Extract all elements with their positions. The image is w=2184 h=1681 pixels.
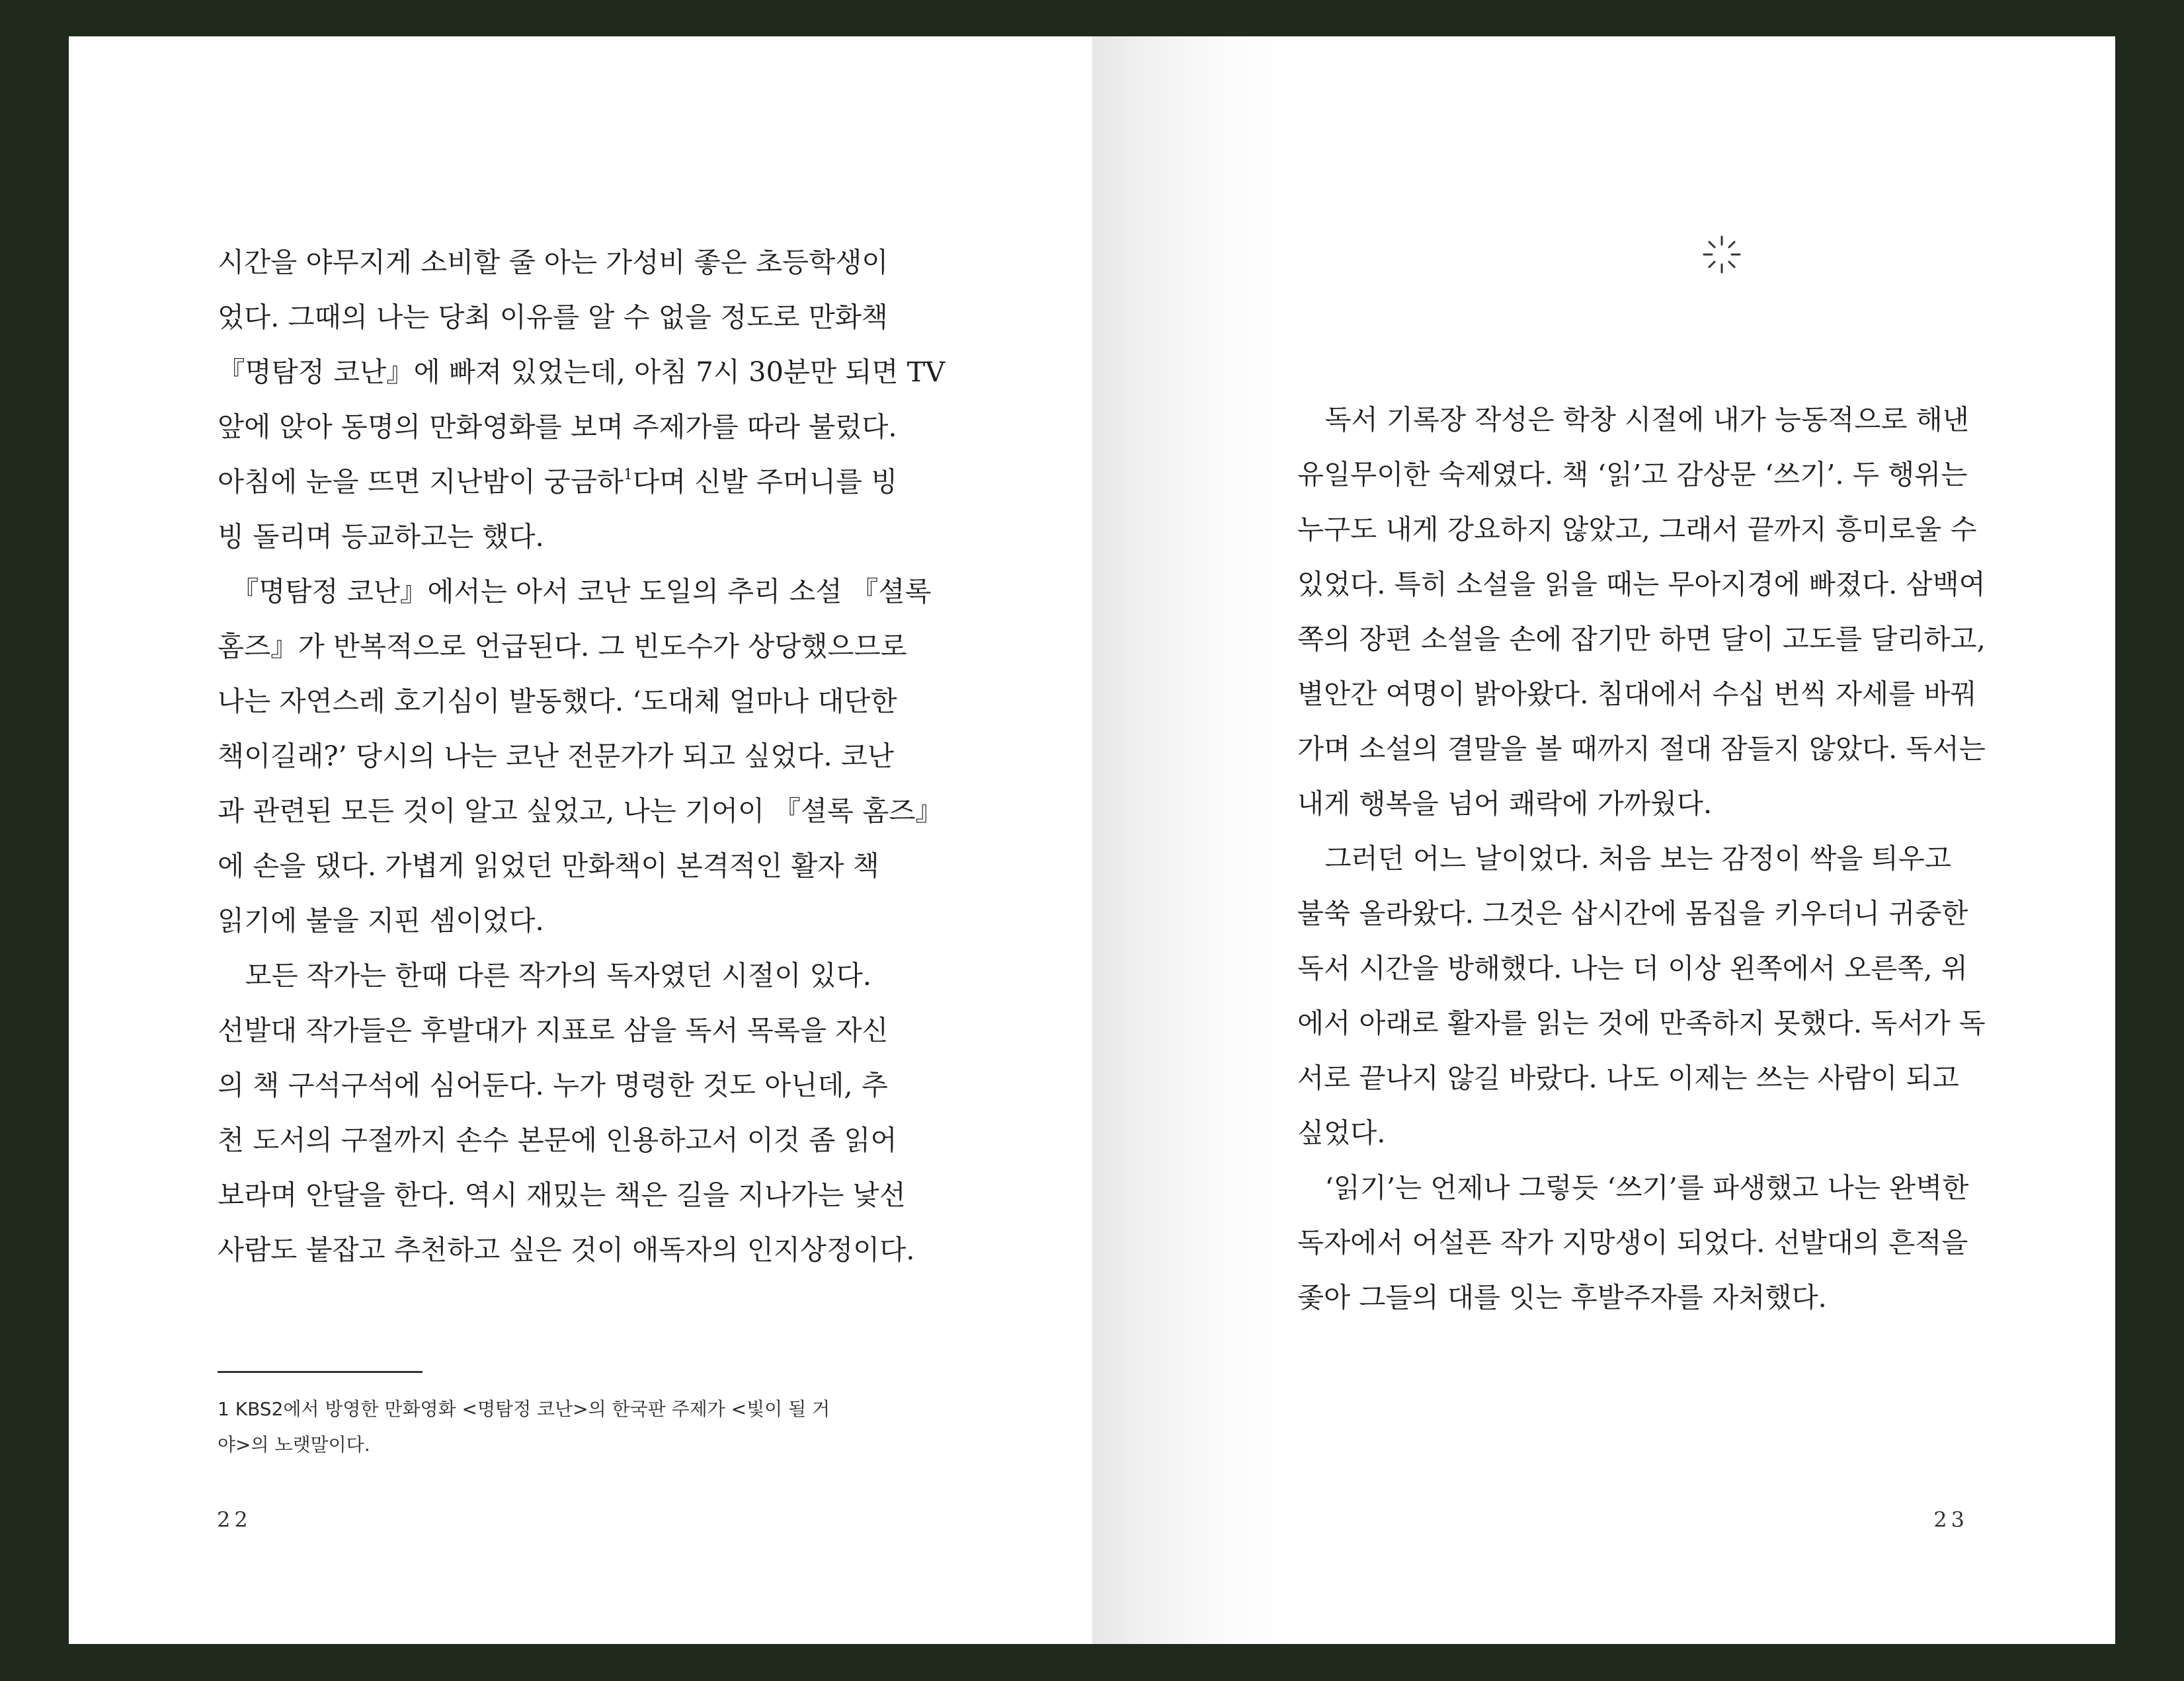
footnote-reference[interactable]: 1: [624, 467, 633, 483]
left-page-body: [218, 235, 958, 1277]
body-line: 『명탐정 코난』에 빠져 있었는데, 아침 7시 30분만 되면 TV: [218, 356, 946, 388]
body-line: 보라며 안달을 한다. 역시 재밌는 책은 길을 지나가는 낯선: [218, 1179, 906, 1211]
body-line: 시간을 야무지게 소비할 줄 아는 가성비 좋은 초등학생이: [218, 246, 889, 278]
left-page: [69, 36, 1092, 1644]
body-line: 가며 소설의 결말을 볼 때까지 절대 잠들지 않았다. 독서는: [1297, 732, 1986, 765]
page-number-left: 22: [217, 1507, 252, 1532]
right-page-body: [1297, 392, 2038, 1325]
body-line: 독자에서 어설픈 작가 지망생이 되었다. 선발대의 흔적을: [1297, 1226, 1968, 1259]
body-line: 『명탐정 코난』에서는 아서 코난 도일의 추리 소설 『셜록: [218, 575, 932, 607]
body-line: 사람도 붙잡고 추천하고 싶은 것이 애독자의 인지상정이다.: [218, 1233, 915, 1266]
body-line: 천 도서의 구절까지 손수 본문에 인용하고서 이것 좀 읽어: [218, 1124, 897, 1156]
body-line: 누구도 내게 강요하지 않았고, 그래서 끝까지 흥미로울 수: [1297, 513, 1977, 545]
body-line: 내게 행복을 넘어 쾌락에 가까웠다.: [1297, 787, 1713, 820]
body-line: 선발대 작가들은 후발대가 지표로 삼을 독서 목록을 자신: [218, 1014, 889, 1046]
body-line: 불쑥 올라왔다. 그것은 삽시간에 몸집을 키우더니 귀중한: [1297, 897, 1968, 929]
body-line: 빙 돌리며 등교하고는 했다.: [218, 520, 544, 553]
body-line: 좇아 그들의 대를 잇는 후발주자를 자처했다.: [1297, 1281, 1827, 1313]
footnote: [218, 1391, 958, 1463]
body-line: 의 책 구석구석에 심어둔다. 누가 명령한 것도 아닌데, 추: [218, 1069, 888, 1101]
footnote-divider: [218, 1371, 423, 1373]
body-line: 있었다. 특히 소설을 읽을 때는 무아지경에 빠졌다. 삼백여: [1297, 568, 1986, 600]
body-line: 서로 끝나지 않길 바랐다. 나도 이제는 쓰는 사람이 되고: [1297, 1062, 1959, 1094]
body-line: 에 손을 댔다. 가볍게 읽었던 만화책이 본격적인 활자 책: [218, 849, 879, 882]
body-line: 홈즈』가 반복적으로 언급된다. 그 빈도수가 상당했으므로: [218, 630, 907, 662]
body-line: 독서 시간을 방해했다. 나는 더 이상 왼쪽에서 오른쪽, 위: [1297, 952, 1968, 984]
body-line-suffix: 다며 신발 주머니를 빙: [633, 465, 898, 498]
body-line: 책이길래?’ 당시의 나는 코난 전문가가 되고 싶었다. 코난: [218, 740, 894, 772]
body-line: 별안간 여명이 밝아왔다. 침대에서 수십 번씩 자세를 바꿔: [1297, 678, 1977, 710]
right-page: [1092, 36, 2115, 1644]
body-line-with-footnote: [218, 454, 958, 509]
body-line-prefix: 아침에 눈을 뜨면 지난밤이 궁금하: [218, 465, 624, 498]
body-line: ‘읽기’는 언제나 그렇듯 ‘쓰기’를 파생했고 나는 완벽한: [1297, 1171, 1969, 1204]
page-number-right: 23: [1933, 1507, 1968, 1532]
body-line: 싶었다.: [1297, 1116, 1386, 1149]
body-line: 유일무이한 숙제였다. 책 ‘읽’고 감상문 ‘쓰기’. 두 행위는: [1297, 458, 1968, 490]
footnote-line: 야>의 노랫말이다.: [218, 1434, 370, 1456]
book-spread: [69, 36, 2115, 1644]
body-line: 었다. 그때의 나는 당최 이유를 알 수 없을 정도로 만화책: [218, 301, 888, 333]
body-line: 나는 자연스레 호기심이 발동했다. ‘도대체 얼마나 대단한: [218, 685, 897, 717]
body-line: 읽기에 불을 지핀 셈이었다.: [218, 904, 544, 937]
body-line: 그러던 어느 날이었다. 처음 보는 감정이 싹을 틔우고: [1297, 842, 1951, 875]
body-line: 쪽의 장편 소설을 손에 잡기만 하면 달이 고도를 달리하고,: [1297, 623, 1986, 655]
body-line: 모든 작가는 한때 다른 작가의 독자였던 시절이 있다.: [218, 959, 871, 992]
body-line: 앞에 앉아 동명의 만화영화를 보며 주제가를 따라 불렀다.: [218, 410, 897, 443]
body-line: 에서 아래로 활자를 읽는 것에 만족하지 못했다. 독서가 독: [1297, 1007, 1986, 1039]
body-line: 과 관련된 모든 것이 알고 싶었고, 나는 기어이 『셜록 홈즈』: [218, 795, 943, 827]
sparkle-icon: [1699, 231, 1745, 278]
footnote-line: 1 KBS2에서 방영한 만화영화 <명탐정 코난>의 한국판 주제가 <빛이 될 거: [218, 1398, 830, 1420]
body-line: 독서 기록장 작성은 학창 시절에 내가 능동적으로 해낸: [1297, 403, 1969, 436]
